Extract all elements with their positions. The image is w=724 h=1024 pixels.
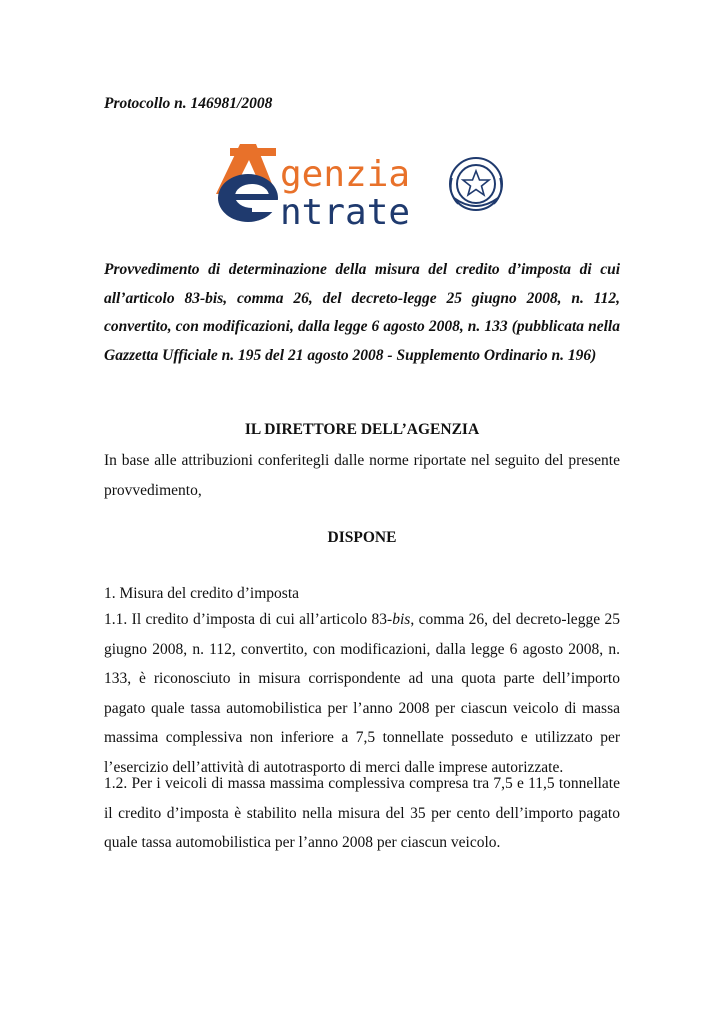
intro-paragraph: In base alle attribuzioni conferitegli dalle norme riportate nel seguito del presente provvedimento, [104,452,620,499]
logo-word-entrate: ntrate [280,192,411,232]
director-heading: IL DIRETTORE DELL’AGENZIA [244,421,480,438]
logo-word-agenzia: genzia [280,154,411,195]
protocol-number: Protocollo n. 146981/2008 [104,95,273,112]
section-1-title: 1. Misura del credito d’imposta [104,585,299,602]
emblem-of-italy-icon [450,158,502,210]
paragraph-1-2: 1.2. Per i veicoli di massa massima complessiva compresa tra 7,5 e 11,5 tonnellate il credito d’imposta è stabilito nella misura del 35 per cento dell’importo pagato quale tassa automobilistica per l’anno 2008 per ciascun veicolo. [104,775,620,851]
paragraph-1-1-start: 1.1. Il credito d’imposta di cui all’articolo 83- [104,611,393,628]
paragraph-1-1 [104,605,620,782]
paragraph-1-1-end: , comma 26, del decreto-legge 25 giugno 2008, n. 112, convertito, con modificazioni, dalla legge 6 agosto 2008, n. 133, è riconosciuto in misura corrispondente ad una quota parte dell’importo pagato quale tassa automobilistica per l’anno 2008 per ciascun veicolo di massa massima complessiva non inferiore a 7,5 tonnellate posseduto e utilizzato per l’esercizio dell’attività di autotrasporto di merci dalle imprese autorizzate. [104,611,620,776]
dispone-heading: DISPONE [327,529,397,546]
provvedimento-title: Provvedimento di determinazione della misura del credito d’imposta di cui all’articolo 83-bis, comma 26, del decreto-legge 25 giugno 2008, n. 112, convertito, con modificazioni, dalla legge 6 agosto 2008, n. 133 (pubblicata nella Gazzetta Ufficiale n. 195 del 21 agosto 2008 - Supplemento Ordinario n. 196) [104,261,620,364]
paragraph-1-1-italic: bis [392,611,411,628]
agenzia-entrate-logo [212,140,512,232]
